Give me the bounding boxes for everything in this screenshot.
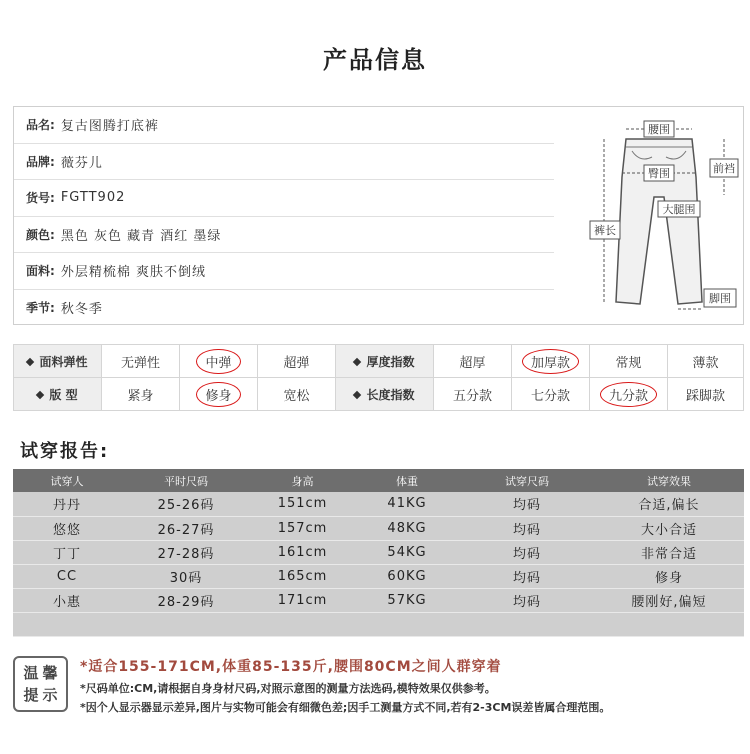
option-label: 薄款 <box>692 355 719 371</box>
cell-tester: CC <box>13 564 121 588</box>
attribute-option <box>590 345 668 378</box>
tips-badge <box>13 656 68 712</box>
attribute-option <box>668 345 744 378</box>
cell-effect: 合适,偏长 <box>594 492 744 516</box>
cell-tried-size: 均码 <box>460 492 594 516</box>
attribute-table <box>13 344 744 411</box>
info-value: 黑色 灰色 藏青 酒红 墨绿 <box>60 228 222 244</box>
attribute-head <box>14 378 102 411</box>
option-label: 五分款 <box>452 388 492 404</box>
option-label: 超厚 <box>459 355 486 371</box>
attribute-option <box>512 345 590 378</box>
cell-tester: 丁丁 <box>13 540 121 564</box>
cell-height: 171cm <box>251 588 354 612</box>
option-label: 超弹 <box>283 355 310 371</box>
page-title: 产品信息 <box>323 46 427 74</box>
cell-weight: 41KG <box>354 492 460 516</box>
attribute-option <box>258 378 336 411</box>
diagram-label-leg-opening: 脚围 <box>709 292 731 305</box>
pants-outline-icon <box>574 117 739 317</box>
attribute-row-elasticity <box>14 345 744 378</box>
try-on-report-table <box>13 469 744 637</box>
info-label: 面料: <box>26 264 55 279</box>
table-row <box>13 516 744 540</box>
attribute-head-label: 长度指数 <box>366 387 415 402</box>
diagram-label-waist: 腰围 <box>648 123 670 136</box>
cell-weight: 57KG <box>354 588 460 612</box>
diagram-label-length: 裤长 <box>594 224 616 237</box>
cell-weight: 54KG <box>354 540 460 564</box>
diagram-label-thigh: 大腿围 <box>662 203 696 216</box>
attribute-option <box>180 378 258 411</box>
info-row-brand <box>14 144 554 181</box>
report-title: 试穿报告: <box>20 441 110 462</box>
info-label: 颜色: <box>26 227 55 242</box>
option-label-selected: 加厚款 <box>522 349 579 374</box>
table-row <box>13 492 744 516</box>
attribute-option <box>180 345 258 378</box>
diamond-bullet-icon <box>353 391 361 399</box>
column-header: 平时尺码 <box>121 469 251 492</box>
cell-effect: 大小合适 <box>594 516 744 540</box>
info-label: 季节: <box>26 301 55 316</box>
cell-usual-size: 25-26码 <box>121 492 251 516</box>
cell-usual-size: 28-29码 <box>121 588 251 612</box>
info-label: 品牌: <box>26 154 55 169</box>
info-row-color <box>14 217 554 254</box>
info-label: 货号: <box>26 191 55 206</box>
cell-height: 165cm <box>251 564 354 588</box>
column-header: 体重 <box>354 469 460 492</box>
cell-height: 161cm <box>251 540 354 564</box>
cell-height: 157cm <box>251 516 354 540</box>
product-info-list <box>14 107 554 324</box>
option-label: 无弹性 <box>120 355 160 371</box>
table-row <box>13 564 744 588</box>
column-header: 身高 <box>251 469 354 492</box>
cell-effect: 腰刚好,偏短 <box>594 588 744 612</box>
option-label: 常规 <box>615 355 642 371</box>
option-label: 宽松 <box>283 388 310 404</box>
table-header-row <box>13 469 744 492</box>
diamond-bullet-icon <box>36 391 44 399</box>
cell-usual-size: 30码 <box>121 564 251 588</box>
cell-tester: 悠悠 <box>13 516 121 540</box>
attribute-head-label: 厚度指数 <box>366 354 415 369</box>
cell-weight: 48KG <box>354 516 460 540</box>
pants-measurement-diagram <box>574 117 739 317</box>
option-label-selected: 九分款 <box>600 382 657 407</box>
cell-height: 151cm <box>251 492 354 516</box>
tips-badge-line: 温馨 <box>23 664 62 682</box>
cell-usual-size: 27-28码 <box>121 540 251 564</box>
cell-tried-size: 均码 <box>460 516 594 540</box>
cell-effect: 修身 <box>594 564 744 588</box>
diagram-label-front-rise: 前裆 <box>713 162 735 175</box>
option-label: 七分款 <box>530 388 570 404</box>
info-row-season <box>14 290 554 327</box>
cell-effect: 非常合适 <box>594 540 744 564</box>
info-row-name <box>14 107 554 144</box>
attribute-option <box>590 378 668 411</box>
tips-badge-line: 提示 <box>23 686 62 704</box>
attribute-head <box>336 378 434 411</box>
column-header: 试穿尺码 <box>460 469 594 492</box>
option-label: 踩脚款 <box>685 388 725 404</box>
diagram-label-hip: 臀围 <box>648 167 670 180</box>
attribute-head <box>336 345 434 378</box>
option-label-selected: 修身 <box>196 382 240 407</box>
attribute-option <box>668 378 744 411</box>
info-row-sku <box>14 180 554 217</box>
attribute-option <box>258 345 336 378</box>
attribute-option <box>434 378 512 411</box>
diamond-bullet-icon <box>26 358 34 366</box>
cell-weight: 60KG <box>354 564 460 588</box>
tip-color-difference: *因个人显示器显示差异,图片与实物可能会有细微色差;因手工测量方式不同,若有2-3CM误差皆属合理范围。 <box>80 701 611 714</box>
column-header: 试穿人 <box>13 469 121 492</box>
attribute-row-fit <box>14 378 744 411</box>
cell-tried-size: 均码 <box>460 540 594 564</box>
tip-fit-range: *适合155-171CM,体重85-135斤,腰围80CM之间人群穿着 <box>80 659 502 675</box>
info-value: 薇芬儿 <box>60 155 103 171</box>
attribute-option <box>434 345 512 378</box>
product-info-box <box>13 106 744 325</box>
table-row-empty <box>13 612 744 636</box>
diamond-bullet-icon <box>353 358 361 366</box>
info-value: FGTT902 <box>60 190 126 206</box>
column-header: 试穿效果 <box>594 469 744 492</box>
info-value: 秋冬季 <box>60 302 103 318</box>
cell-tried-size: 均码 <box>460 588 594 612</box>
info-label: 品名: <box>26 118 55 133</box>
attribute-option <box>102 378 180 411</box>
attribute-option <box>102 345 180 378</box>
option-label-selected: 中弹 <box>196 349 240 374</box>
table-row <box>13 588 744 612</box>
option-label: 紧身 <box>127 388 154 404</box>
tip-size-unit: *尺码单位:CM,请根据自身身材尺码,对照示意图的测量方法选码,模特效果仅供参考。 <box>80 682 496 695</box>
attribute-head-label: 面料弹性 <box>39 354 88 369</box>
cell-tester: 丹丹 <box>13 492 121 516</box>
info-value: 复古图腾打底裤 <box>60 119 159 135</box>
cell-tester: 小惠 <box>13 588 121 612</box>
info-row-fabric <box>14 253 554 290</box>
info-value: 外层精梳棉 爽肤不倒绒 <box>60 265 206 281</box>
attribute-head <box>14 345 102 378</box>
attribute-option <box>512 378 590 411</box>
table-row <box>13 540 744 564</box>
attribute-head-label: 版 型 <box>49 387 78 402</box>
cell-usual-size: 26-27码 <box>121 516 251 540</box>
cell-tried-size: 均码 <box>460 564 594 588</box>
